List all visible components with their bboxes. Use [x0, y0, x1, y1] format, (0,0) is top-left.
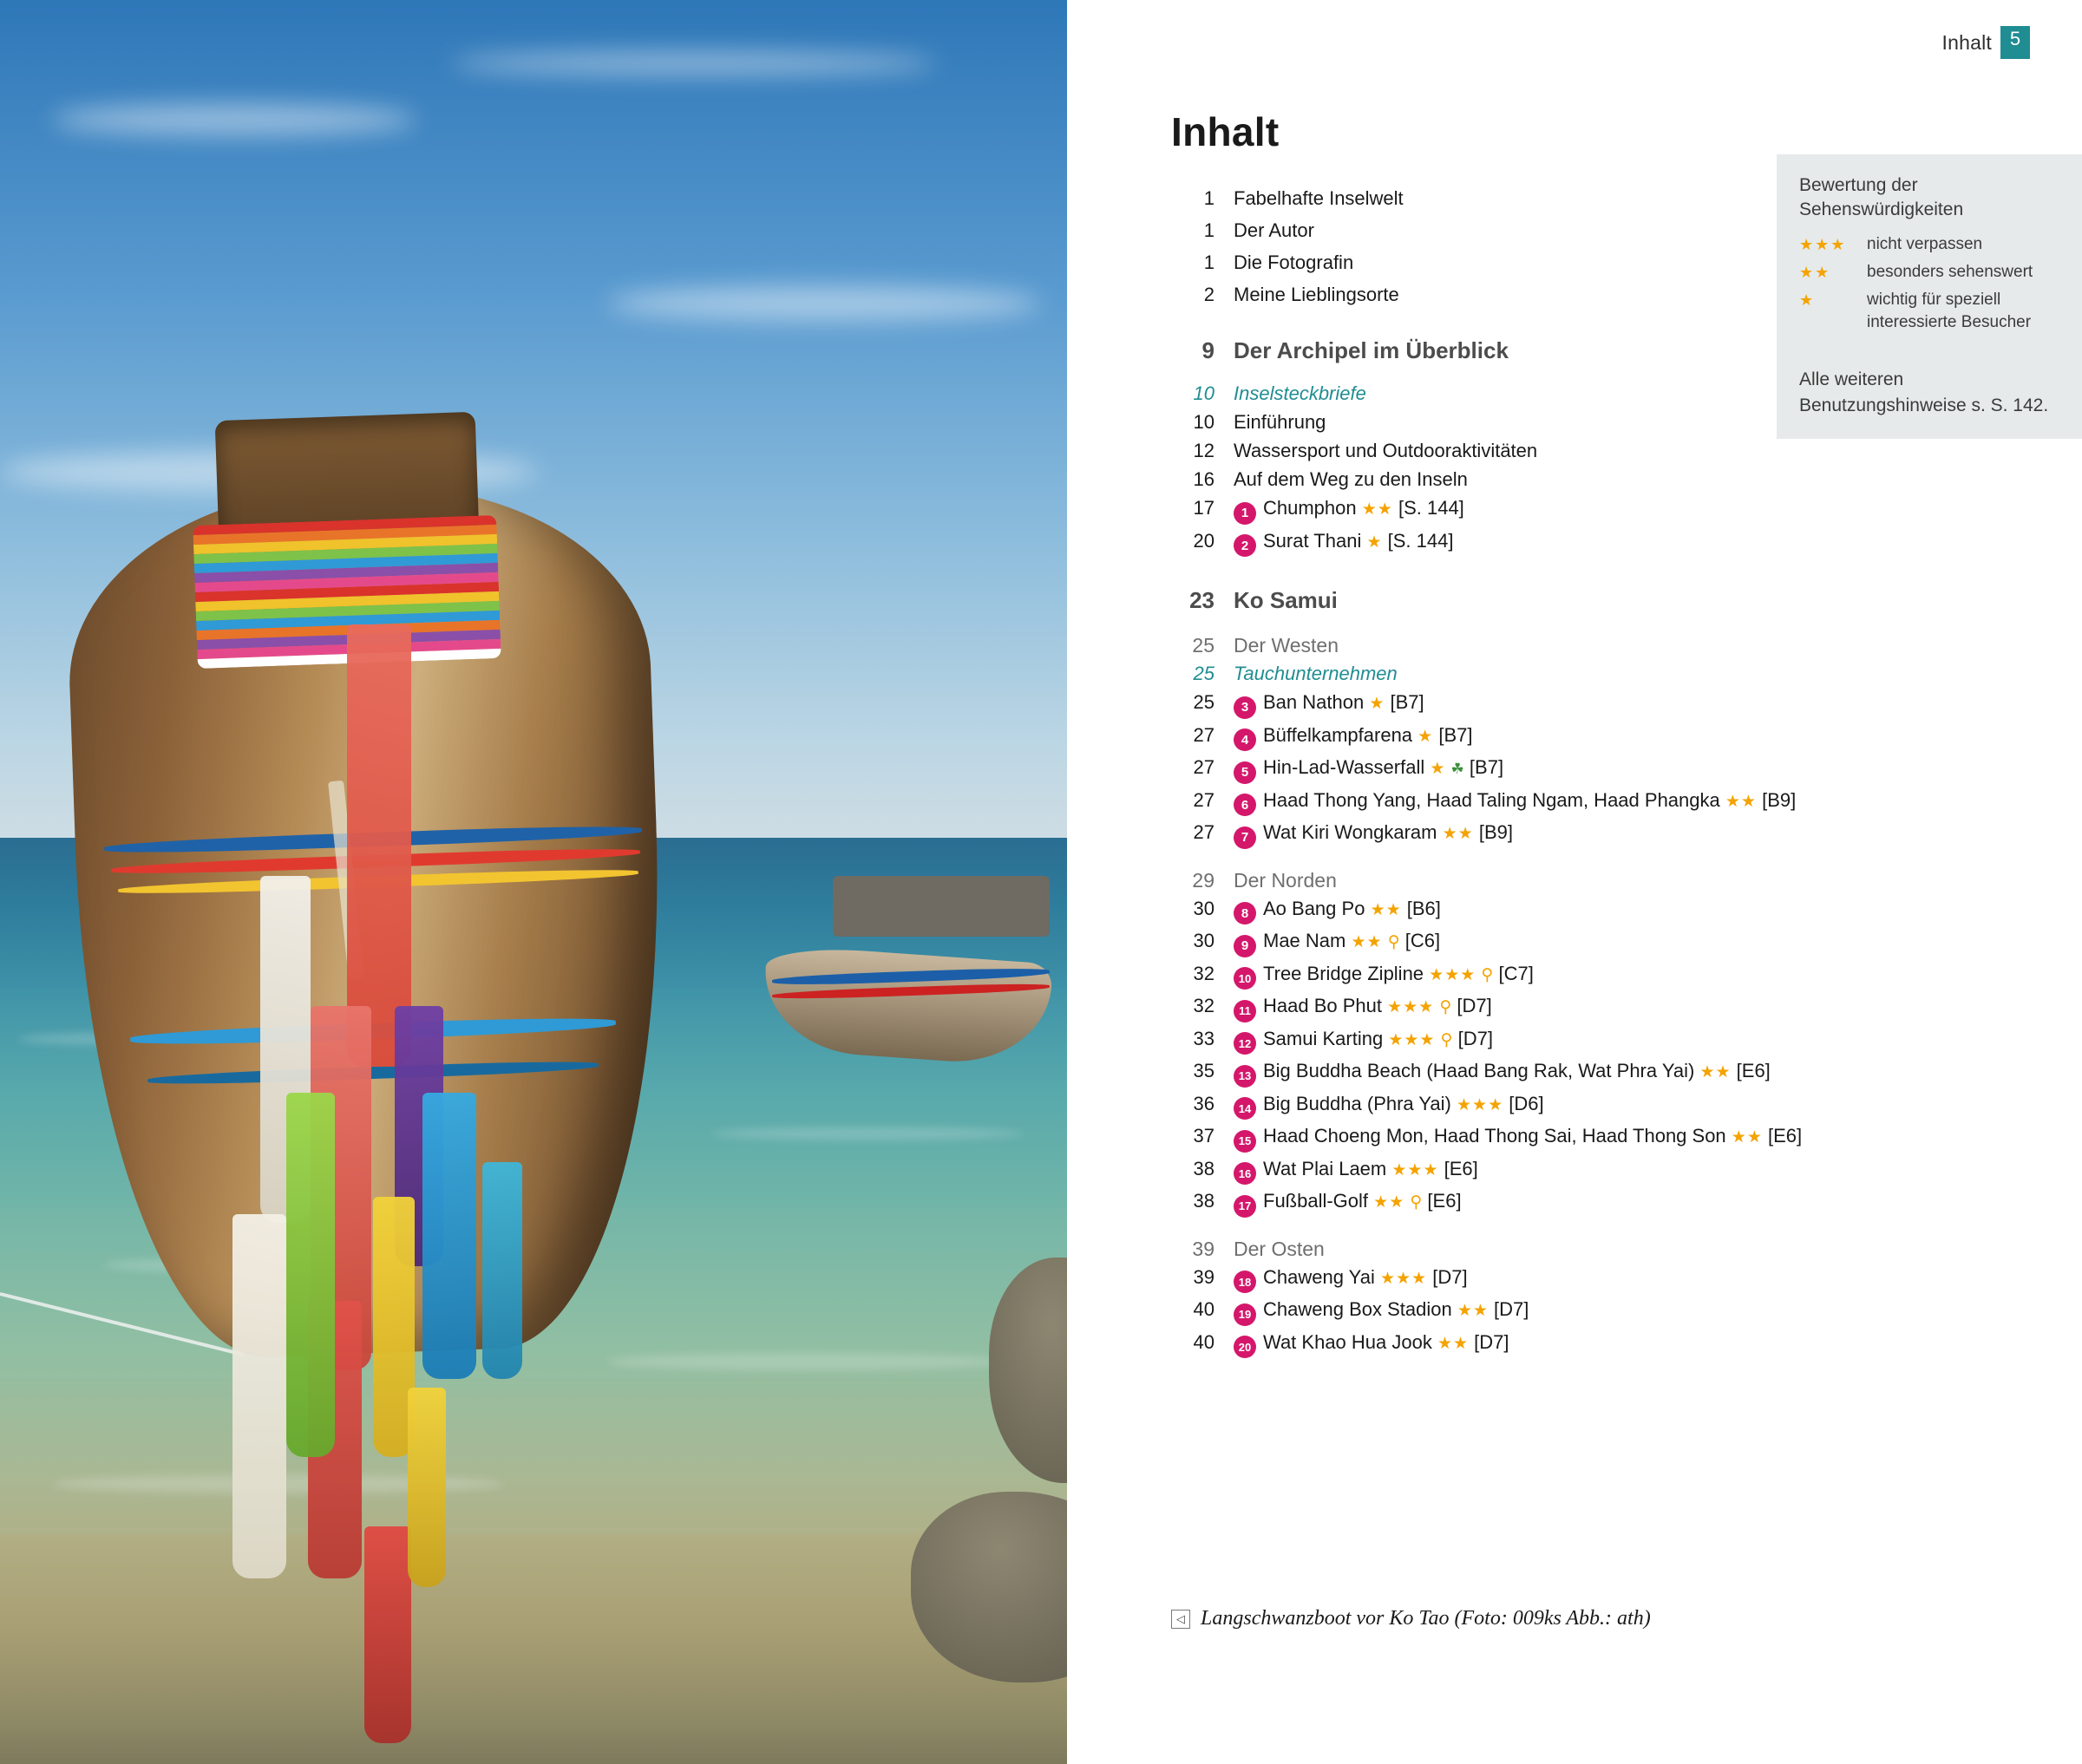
- toc-entry-content: [1234, 1300, 1529, 1323]
- toc-entry-grid: [B6]: [1406, 897, 1441, 919]
- toc-entry-label: Die Fotografin: [1234, 252, 1354, 273]
- rating-legend-row: [1799, 233, 2061, 257]
- poi-marker-icon: 13: [1234, 1065, 1256, 1088]
- toc-entry-label: Haad Thong Yang, Haad Taling Ngam, Haad Phangka: [1263, 788, 1720, 811]
- toc-entry-tree-bridge-zipline[interactable]: [1171, 964, 1778, 988]
- star-rating: ★★: [1442, 825, 1474, 843]
- star-rating: ★: [1430, 760, 1446, 778]
- toc-entry-label: Büffelkampfarena: [1263, 723, 1413, 746]
- poi-marker-icon: 7: [1234, 826, 1256, 849]
- three-star-icon: ★★★: [1799, 235, 1847, 253]
- toc-entry-label: Surat Thani: [1263, 529, 1362, 552]
- toc-entry-grid: [D6]: [1509, 1092, 1544, 1114]
- toc-page-number: 25: [1192, 634, 1214, 657]
- toc-entry-ao-bang-po[interactable]: [1171, 899, 1778, 923]
- toc-page-number: 10: [1193, 411, 1214, 433]
- toc-entry-content: [1234, 499, 1464, 522]
- toc-entry-label: Wat Khao Hua Jook: [1263, 1330, 1432, 1353]
- poi-marker-icon: 15: [1234, 1130, 1256, 1153]
- toc-page-number: 38: [1193, 1190, 1214, 1212]
- toc-entry-label: Der Autor: [1234, 219, 1314, 241]
- star-rating: ★: [1417, 727, 1434, 746]
- toc-entry-grid: [E6]: [1736, 1060, 1771, 1081]
- poi-marker-icon: 19: [1234, 1303, 1256, 1326]
- running-head-label: Inhalt: [1941, 30, 1992, 54]
- toc-entry-content: [1234, 931, 1440, 955]
- toc-entry-wat-plai-laem[interactable]: [1171, 1157, 1778, 1183]
- star-rating: ★★★: [1391, 1160, 1439, 1179]
- toc-section-der-osten[interactable]: [1171, 1239, 1778, 1259]
- toc-entry-label: Inselsteckbriefe: [1234, 382, 1366, 404]
- toc-entry-grid: [D7]: [1474, 1330, 1509, 1353]
- ribbon-streamer: [347, 624, 411, 1067]
- toc-entry-content: [1234, 788, 1797, 814]
- usage-note: Alle weiteren Benutzungshinweise s. S. 142.: [1777, 351, 2082, 439]
- toc-entry-content: [1234, 1062, 1771, 1085]
- star-rating: ★★: [1370, 900, 1402, 919]
- toc-entry-label: Tauchunternehmen: [1234, 663, 1398, 684]
- toc-entry-label: Samui Karting: [1263, 1027, 1384, 1049]
- toc-page-number: 25: [1193, 663, 1214, 684]
- toc-entry-fussball-golf[interactable]: [1171, 1192, 1778, 1215]
- rating-legend-row: [1799, 261, 2061, 284]
- rating-legend-content: [1777, 154, 2082, 332]
- toc-entry-content: [1234, 693, 1424, 716]
- rating-legend-label: nicht verpassen: [1867, 234, 1983, 253]
- toc-entry-label: Haad Choeng Mon, Haad Thong Sai, Haad Thong Son: [1263, 1125, 1726, 1147]
- poi-marker-icon: 2: [1234, 534, 1256, 557]
- star-rating: ★: [1366, 532, 1383, 552]
- toc-entry-content: [1234, 758, 1503, 781]
- poi-marker-icon: 9: [1234, 935, 1256, 957]
- toc-entry-content: [1234, 1265, 1468, 1291]
- toc-entry-label: Tree Bridge Zipline: [1263, 962, 1424, 984]
- toc-entry-ban-nathon[interactable]: [1171, 693, 1778, 716]
- toc-page-number: 20: [1193, 529, 1214, 552]
- ribbon-streamer: [232, 1214, 286, 1578]
- toc-entry-grid: [S. 144]: [1398, 497, 1464, 519]
- poi-marker-icon: 20: [1234, 1336, 1256, 1358]
- toc-entry-big-buddha[interactable]: [1171, 1094, 1778, 1118]
- toc-entry-inselsteckbriefe[interactable]: [1171, 384, 1778, 403]
- toc-entry-content: [1234, 723, 1473, 749]
- toc-entry-content: [1234, 1330, 1509, 1356]
- rating-legend-row: [1799, 289, 2061, 334]
- front-matter-group: [1171, 189, 1778, 304]
- toc-page-number: 39: [1192, 1237, 1214, 1260]
- toc-page-number: 40: [1193, 1298, 1214, 1320]
- toc-page-number: 16: [1193, 468, 1214, 490]
- page-number: 5: [2000, 26, 2030, 59]
- toc-section-der-norden[interactable]: [1171, 868, 1778, 892]
- toc-page-number: 30: [1193, 930, 1214, 951]
- toc-entry-grid: [S. 144]: [1387, 529, 1454, 552]
- toc-entry-haad-choeng-mon[interactable]: [1171, 1125, 1803, 1150]
- toc-page-number: 10: [1193, 382, 1214, 404]
- toc-entry-content: [1234, 899, 1441, 923]
- toc-entry-hin-lad-wasserfall[interactable]: [1171, 758, 1778, 781]
- running-head: [1942, 26, 2030, 59]
- ribbon-streamer: [364, 1526, 411, 1743]
- ribbon-streamer: [408, 1388, 446, 1587]
- toc-entry-samui-karting[interactable]: [1171, 1029, 1778, 1053]
- star-rating: ★★: [1373, 1193, 1405, 1212]
- toc-page-number: 35: [1193, 1060, 1214, 1081]
- toc-entry-grid: [D7]: [1494, 1298, 1529, 1320]
- toc-entry-wassersport[interactable]: [1171, 441, 1778, 461]
- toc-entry-chumphon[interactable]: [1171, 499, 1778, 522]
- toc-entry-content: [1234, 1157, 1478, 1183]
- star-rating: ★★: [1731, 1128, 1763, 1147]
- toc-page-number: 38: [1193, 1157, 1214, 1179]
- star-rating: ★★★: [1388, 1030, 1436, 1049]
- toc-entry-label: Wassersport und Outdooraktivitäten: [1234, 440, 1538, 461]
- toc-entry-content: [1234, 529, 1454, 555]
- toc-entry-tauchunternehmen[interactable]: [1171, 664, 1778, 683]
- walking-icon: ⚲: [1481, 965, 1494, 984]
- toc-entry-einfuehrung[interactable]: [1171, 413, 1778, 432]
- toc-chapter-label: Der Archipel im Überblick: [1234, 337, 1509, 363]
- toc-entry-grid: [B7]: [1469, 756, 1504, 778]
- star-rating: ★★★: [1379, 1269, 1428, 1288]
- star-rating: ★★: [1351, 933, 1383, 951]
- poi-marker-icon: 4: [1234, 728, 1256, 751]
- toc-section-label: Der Westen: [1234, 634, 1339, 657]
- toc-entry-grid: [B7]: [1390, 691, 1424, 713]
- toc-page-number: 25: [1193, 691, 1214, 713]
- ribbon-streamer: [482, 1162, 522, 1379]
- poi-marker-icon: 6: [1234, 794, 1256, 816]
- poi-marker-icon: 16: [1234, 1162, 1256, 1185]
- toc-entry-haad-thong-yang[interactable]: [1171, 788, 1797, 814]
- toc-page-number: 27: [1193, 821, 1214, 843]
- toc-page-number: 32: [1193, 962, 1214, 984]
- toc-entry-grid: [E6]: [1768, 1125, 1803, 1147]
- toc-entry-label: Wat Kiri Wongkaram: [1263, 821, 1437, 843]
- toc-entry-wat-khao-hua-jook[interactable]: [1171, 1330, 1778, 1356]
- water-ripple: [711, 1127, 1024, 1140]
- photo-caption: [1171, 1607, 1651, 1630]
- toc-entry-label: Ban Nathon: [1263, 691, 1365, 713]
- poi-marker-icon: 12: [1234, 1032, 1256, 1055]
- ribbon-streamer: [422, 1093, 476, 1379]
- toc-entry-label: Hin-Lad-Wasserfall: [1263, 756, 1425, 778]
- poi-marker-icon: 18: [1234, 1271, 1256, 1293]
- toc-entry-big-buddha-beach[interactable]: [1171, 1062, 1778, 1085]
- toc-page: [1067, 0, 2082, 1764]
- toc-page-number: 9: [1201, 337, 1214, 363]
- walking-icon: ⚲: [1387, 933, 1400, 951]
- toc-entry-grid: [D7]: [1457, 1027, 1493, 1049]
- toc-entry-label: Meine Lieblingsorte: [1234, 284, 1399, 305]
- toc-section-label: Der Norden: [1234, 868, 1337, 892]
- toc-page-number: 39: [1193, 1265, 1214, 1288]
- toc-page-number: 27: [1193, 788, 1214, 811]
- cloud: [607, 286, 1041, 321]
- second-boat-roof: [833, 876, 1050, 937]
- star-rating: ★★: [1457, 1302, 1489, 1320]
- toc-page-number: 32: [1193, 995, 1214, 1016]
- star-rating: ★★★: [1457, 1095, 1504, 1114]
- toc-chapter-label: Ko Samui: [1234, 587, 1338, 613]
- star-rating: ★: [1369, 695, 1385, 713]
- one-star-icon: ★: [1799, 291, 1816, 309]
- poi-marker-icon: 11: [1234, 1000, 1256, 1022]
- toc-entry-grid: [C7]: [1498, 962, 1534, 984]
- toc-entry-grid: [E6]: [1444, 1157, 1478, 1179]
- toc-entry-bueffelkampfarena[interactable]: [1171, 723, 1778, 749]
- toc-entry-label: Wat Plai Laem: [1263, 1157, 1387, 1179]
- toc-page-number: 27: [1193, 723, 1214, 746]
- toc-page-number: 30: [1193, 897, 1214, 919]
- toc-entry-content: [1234, 1192, 1462, 1215]
- toc-entry[interactable]: [1171, 285, 1778, 304]
- water-ripple: [607, 1353, 1006, 1370]
- toc-entry-content: [1234, 964, 1534, 988]
- toc-entry-label: Fußball-Golf: [1263, 1190, 1369, 1212]
- toc-page-number: 1: [1203, 187, 1214, 209]
- cloud: [52, 104, 416, 135]
- rating-legend-heading: Bewertung der Sehenswürdigkeiten: [1799, 175, 1964, 220]
- walking-icon: ⚲: [1439, 998, 1452, 1016]
- toc-entry-chaweng-yai[interactable]: [1171, 1265, 1778, 1291]
- toc-page-number: 17: [1193, 497, 1214, 519]
- toc-page-number: 1: [1203, 252, 1214, 273]
- toc-entry-chaweng-box-stadion[interactable]: [1171, 1300, 1778, 1323]
- toc-entry-auf-dem-weg[interactable]: [1171, 470, 1778, 489]
- toc-page-number: 29: [1192, 868, 1214, 892]
- shallow-water: [0, 1535, 1067, 1764]
- poi-marker-icon: 14: [1234, 1097, 1256, 1120]
- toc-page-number: 27: [1193, 756, 1214, 778]
- toc-entry-label: Ao Bang Po: [1263, 897, 1365, 919]
- walking-icon: ⚲: [1440, 1030, 1453, 1049]
- toc-section-der-westen[interactable]: [1171, 636, 1778, 656]
- poi-marker-icon: 8: [1234, 902, 1256, 924]
- poi-marker-icon: 17: [1234, 1195, 1256, 1218]
- toc-entry-content: [1234, 1094, 1544, 1118]
- page-title: Inhalt: [1171, 109, 1280, 154]
- toc-entry-label: Haad Bo Phut: [1263, 995, 1382, 1016]
- star-rating: ★★★: [1387, 998, 1435, 1016]
- walking-icon: ⚲: [1410, 1193, 1423, 1212]
- two-star-icon: ★★: [1799, 263, 1831, 281]
- rating-legend-label: besonders sehenswert: [1867, 262, 2033, 281]
- toc-entry-grid: [B7]: [1438, 723, 1473, 746]
- rating-legend-label: wichtig für speziell interessierte Besucher: [1867, 290, 2032, 331]
- toc-entry-label: Big Buddha Beach (Haad Bang Rak, Wat Phra Yai): [1263, 1060, 1695, 1081]
- toc-entry-label: Chaweng Yai: [1263, 1265, 1375, 1288]
- toc-entry-grid: [C6]: [1404, 930, 1441, 951]
- toc-entry-label: Big Buddha (Phra Yai): [1263, 1092, 1451, 1114]
- toc-entry[interactable]: [1171, 221, 1778, 240]
- toc-page-number: 12: [1193, 440, 1214, 461]
- cloud: [451, 52, 937, 75]
- star-rating: ★★: [1437, 1334, 1470, 1353]
- toc-entry-label: Chumphon: [1263, 497, 1357, 519]
- poi-marker-icon: 5: [1234, 761, 1256, 784]
- star-rating: ★★: [1361, 500, 1393, 519]
- toc-entry[interactable]: [1171, 253, 1778, 272]
- toc-entry-grid: [E6]: [1427, 1190, 1462, 1212]
- toc-page-number: 23: [1189, 587, 1214, 613]
- photo-caption-text: Langschwanzboot vor Ko Tao (Foto: 009ks Abb.: ath): [1201, 1607, 1651, 1630]
- left-arrow-icon: ◁: [1171, 1610, 1190, 1629]
- ribbon-streamer: [286, 1093, 335, 1457]
- poi-marker-icon: 10: [1234, 967, 1256, 990]
- toc-entry-grid: [D7]: [1432, 1265, 1468, 1288]
- poi-marker-icon: 1: [1234, 502, 1256, 525]
- toc-page-number: 40: [1193, 1330, 1214, 1353]
- nature-icon: ☘: [1450, 761, 1464, 777]
- toc-entry-grid: [D7]: [1457, 995, 1492, 1016]
- toc-page-number: 33: [1193, 1027, 1214, 1049]
- toc-entry-content: [1234, 1127, 1802, 1150]
- toc-entry-label: Mae Nam: [1263, 930, 1346, 951]
- poi-marker-icon: 3: [1234, 696, 1256, 719]
- toc-entry-content: [1234, 1029, 1493, 1053]
- toc-page-number: 37: [1193, 1125, 1214, 1147]
- toc-entry-grid: [B9]: [1762, 788, 1797, 811]
- toc-page-number: 36: [1193, 1092, 1214, 1114]
- table-of-contents: [1171, 187, 1803, 1365]
- star-rating: ★★★: [1429, 965, 1476, 984]
- toc-page-number: 1: [1203, 219, 1214, 241]
- toc-chapter-archipel[interactable]: [1171, 339, 1778, 362]
- toc-entry-grid: [B9]: [1478, 821, 1513, 843]
- toc-entry-wat-kiri-wongkaram[interactable]: [1171, 823, 1778, 846]
- toc-entry-mae-nam[interactable]: [1171, 931, 1778, 955]
- toc-entry-label: Einführung: [1234, 411, 1326, 433]
- toc-entry-surat-thani[interactable]: [1171, 529, 1778, 555]
- toc-entry-label: Auf dem Weg zu den Inseln: [1234, 468, 1468, 490]
- toc-entry-haad-bo-phut[interactable]: [1171, 996, 1778, 1020]
- toc-chapter-ko-samui[interactable]: [1171, 589, 1778, 611]
- star-rating: ★★: [1699, 1063, 1732, 1081]
- toc-entry-content: [1234, 996, 1492, 1020]
- toc-entry-content: [1234, 823, 1513, 846]
- toc-entry[interactable]: [1171, 189, 1778, 208]
- toc-page-number: 2: [1203, 284, 1214, 305]
- toc-section-label: Der Osten: [1234, 1237, 1325, 1260]
- toc-entry-label: Fabelhafte Inselwelt: [1234, 187, 1404, 209]
- toc-entry-label: Chaweng Box Stadion: [1263, 1298, 1452, 1320]
- star-rating: ★★: [1725, 792, 1757, 811]
